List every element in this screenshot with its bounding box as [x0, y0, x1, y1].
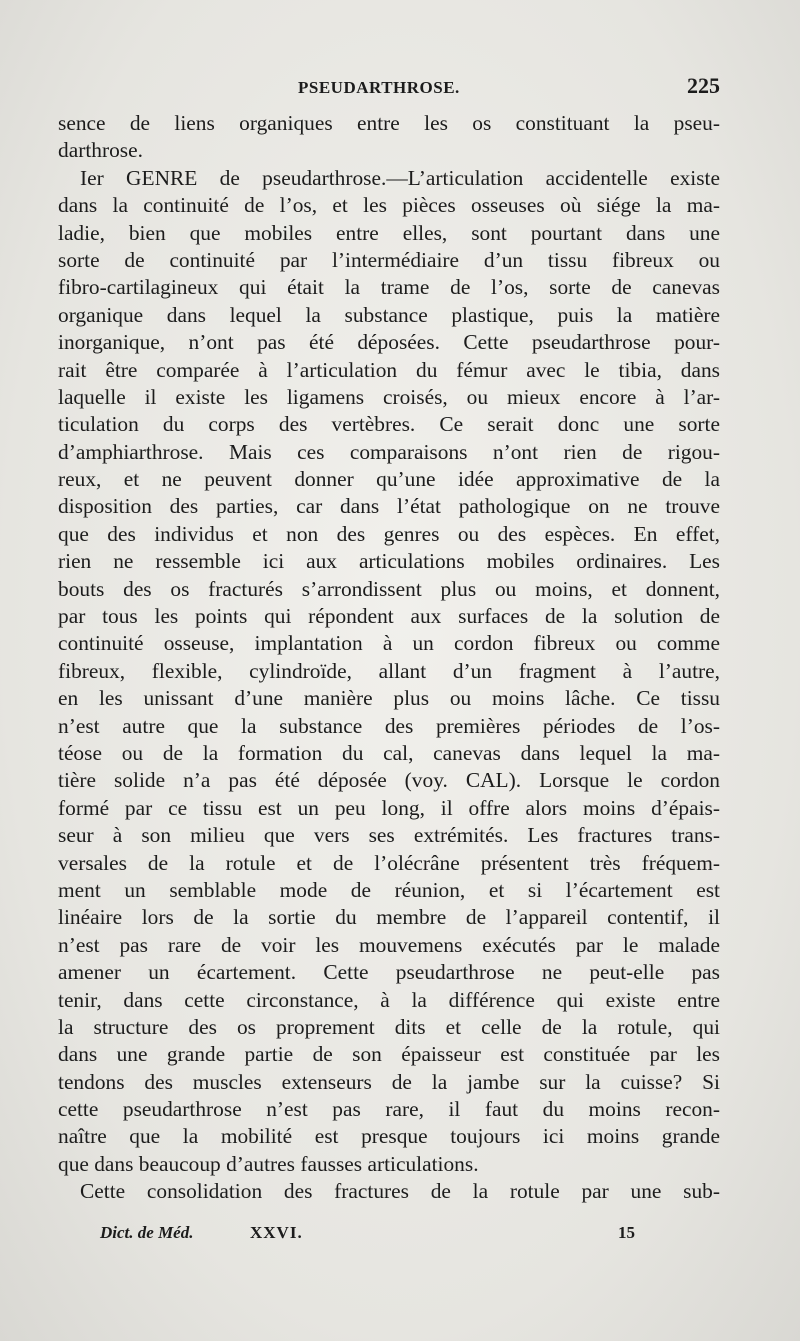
- text-line: dans une grande partie de son épaisseur est constituée par les: [58, 1042, 720, 1067]
- signature-volume: XXVI.: [250, 1223, 303, 1242]
- text-line: ladie, bien que mobiles entre elles, sont pourtant dans une: [58, 220, 720, 245]
- text-line: par tous les points qui répondent aux surfaces de la solution de: [58, 604, 720, 629]
- text-line: tendons des muscles extenseurs de la jambe sur la cuisse? Si: [58, 1069, 720, 1094]
- text-line: laquelle il existe les ligamens croisés, ou mieux encore à l’ar-: [58, 384, 720, 409]
- text-line: reux, et ne peuvent donner qu’une idée approximative de la: [58, 467, 720, 492]
- text-line: organique dans lequel la substance plastique, puis la matière: [58, 302, 720, 327]
- text-line: formé par ce tissu est un peu long, il offre alors moins d’épais-: [58, 795, 720, 820]
- text-line: amener un écartement. Cette pseudarthrose ne peut-elle pas: [58, 960, 720, 985]
- text-line: téose ou de la formation du cal, canevas dans lequel la ma-: [58, 740, 720, 765]
- text-line: cette pseudarthrose n’est pas rare, il faut du moins recon-: [58, 1097, 720, 1122]
- text-line: disposition des parties, car dans l’état pathologique on ne trouve: [58, 494, 720, 519]
- text-line: continuité osseuse, implantation à un cordon fibreux ou comme: [58, 631, 720, 656]
- text-line: fibreux, flexible, cylindroïde, allant d’un fragment à l’autre,: [58, 658, 720, 683]
- page-footer: [100, 1223, 660, 1249]
- text-line: sence de liens organiques entre les os constituant la pseu-: [58, 111, 720, 135]
- text-line: ticulation du corps des vertèbres. Ce serait donc une sorte: [58, 412, 720, 437]
- text-line: n’est pas rare de voir les mouvemens exécutés par le malade: [58, 932, 720, 957]
- text-line: sorte de continuité par l’intermédiaire d’un tissu fibreux ou: [58, 247, 720, 272]
- text-line: rait être comparée à l’articulation du fémur avec le tibia, dans: [58, 357, 720, 382]
- text-line: versales de la rotule et de l’olécrâne présentent très fréquem-: [58, 850, 720, 875]
- signature-title: Dict. de Méd.: [100, 1223, 194, 1242]
- text-line: tenir, dans cette circonstance, à la différence qui existe entre: [58, 987, 720, 1012]
- signature-number: 15: [618, 1223, 635, 1242]
- text-line: naître que la mobilité est presque toujours ici moins grande: [58, 1124, 720, 1149]
- text-line: fibro-cartilagineux qui était la trame de l’os, sorte de canevas: [58, 275, 720, 300]
- text-line: d’amphiarthrose. Mais ces comparaisons n’ont rien de rigou-: [58, 439, 720, 464]
- text-line: rien ne ressemble ici aux articulations mobiles ordinaires. Les: [58, 549, 720, 574]
- text-line: dans la continuité de l’os, et les pièces osseuses où siége la ma-: [58, 193, 720, 218]
- text-line: tière solide n’a pas été déposée (voy. CAL). Lorsque le cordon: [58, 768, 720, 793]
- text-line: en les unissant d’une manière plus ou moins lâche. Ce tissu: [58, 686, 720, 711]
- page-header: [58, 73, 720, 102]
- text-line: que dans beaucoup d’autres fausses articulations.: [58, 1151, 479, 1176]
- text-line: n’est autre que la substance des premières périodes de l’os-: [58, 713, 720, 738]
- text-line: linéaire lors de la sortie du membre de l’appareil contentif, il: [58, 905, 720, 930]
- text-line: seur à son milieu que vers ses extrémités. Les fractures trans-: [58, 823, 720, 848]
- page-number: 225: [687, 73, 720, 98]
- text-line: inorganique, n’ont pas été déposées. Cette pseudarthrose pour-: [58, 330, 720, 355]
- text-line: que des individus et non des genres ou des espèces. En effet,: [58, 521, 720, 546]
- text-line: la structure des os proprement dits et celle de la rotule, qui: [58, 1014, 720, 1039]
- text-line: Ier GENRE de pseudarthrose.—L’articulation accidentelle existe: [80, 165, 720, 190]
- text-line: ment un semblable mode de réunion, et si l’écartement est: [58, 877, 720, 902]
- text-line: Cette consolidation des fractures de la rotule par une sub-: [80, 1179, 720, 1204]
- body-text: [58, 110, 720, 1206]
- running-title: PSEUDARTHROSE.: [298, 78, 460, 97]
- text-line: bouts des os fracturés s’arrondissent plus ou moins, et donnent,: [58, 576, 720, 601]
- text-line: darthrose.: [58, 138, 143, 163]
